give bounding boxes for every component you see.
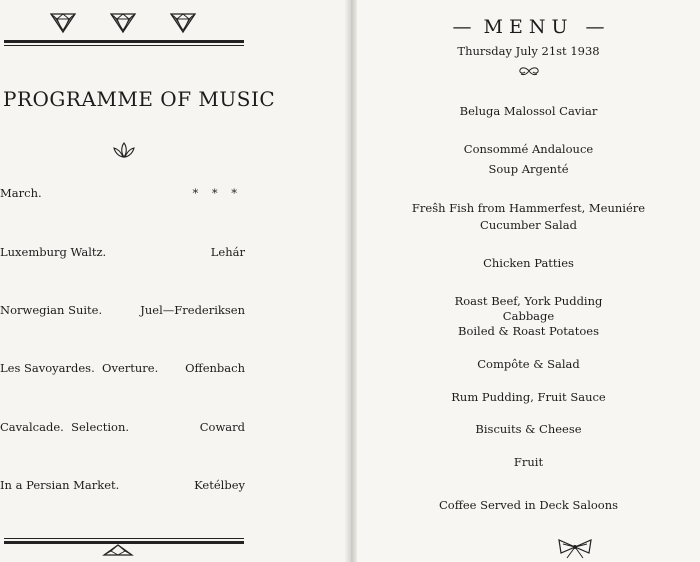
music-piece: Luxemburg Waltz. <box>0 245 107 259</box>
music-composer: * * * <box>192 186 242 200</box>
menu-course <box>357 390 700 405</box>
menu-date: Thursday July 21st 1938 <box>457 44 600 58</box>
menu-course <box>357 422 700 437</box>
course-line: Boiled & Roast Potatoes <box>458 324 599 338</box>
gem-ornament-icon <box>48 10 78 34</box>
course-line: Chicken Patties <box>483 256 574 270</box>
music-composer: Offenbach <box>185 361 245 375</box>
menu-course <box>357 294 700 339</box>
course-line: Roast Beef, York Pudding <box>454 294 603 308</box>
music-piece: In a Persian Market. <box>0 478 120 492</box>
course-line: Soup Argenté <box>488 162 569 176</box>
course-line: Coffee Served in Deck Saloons <box>438 498 619 512</box>
music-composer: Ketélbey <box>194 478 245 492</box>
menu-course <box>357 498 700 513</box>
course-line: Cucumber Salad <box>480 218 577 232</box>
music-piece: Cavalcade. Selection. <box>0 420 130 434</box>
course-line: Rum Pudding, Fruit Sauce <box>451 390 606 404</box>
menu-page <box>357 0 700 562</box>
bow-ornament-icon <box>553 537 597 559</box>
book-gutter <box>345 0 357 562</box>
menu-course <box>357 256 700 271</box>
course-line: Biscuits & Cheese <box>475 422 582 436</box>
title-dash-left: — <box>452 16 472 38</box>
course-line: Freŝh Fish from Hammerfest, Meuniére <box>411 201 646 215</box>
music-composer: Lehár <box>210 245 245 259</box>
menu-course <box>357 357 700 372</box>
music-piece: March. <box>0 186 42 200</box>
menu-title-text: MENU <box>483 16 574 38</box>
course-line: Consommé Andalouce <box>463 142 594 156</box>
gem-ornament-icon <box>168 10 198 34</box>
music-composer: Coward <box>199 420 245 434</box>
programme-title: PROGRAMME OF MUSIC <box>3 87 276 111</box>
music-composer: Juel—Frederiksen <box>140 303 245 317</box>
top-ornaments <box>46 10 216 38</box>
menu-title <box>357 16 700 38</box>
scroll-ornament-icon <box>517 66 541 76</box>
gem-ornament-icon <box>100 543 136 562</box>
menu-course <box>357 104 700 119</box>
course-line: Compôte & Salad <box>477 357 580 371</box>
course-line: Cabbage <box>502 309 555 323</box>
gem-ornament-icon <box>108 10 138 34</box>
leaf-ornament-icon <box>112 141 136 159</box>
menu-course <box>357 201 700 233</box>
course-line: Beluga Malossol Caviar <box>459 104 598 118</box>
music-piece: Norwegian Suite. <box>0 303 103 317</box>
menu-course <box>357 142 700 177</box>
course-line: Fruit <box>513 455 544 469</box>
menu-course <box>357 455 700 470</box>
music-piece: Les Savoyardes. Overture. <box>0 361 159 375</box>
title-dash-right: — <box>585 16 605 38</box>
top-rule <box>4 40 244 46</box>
